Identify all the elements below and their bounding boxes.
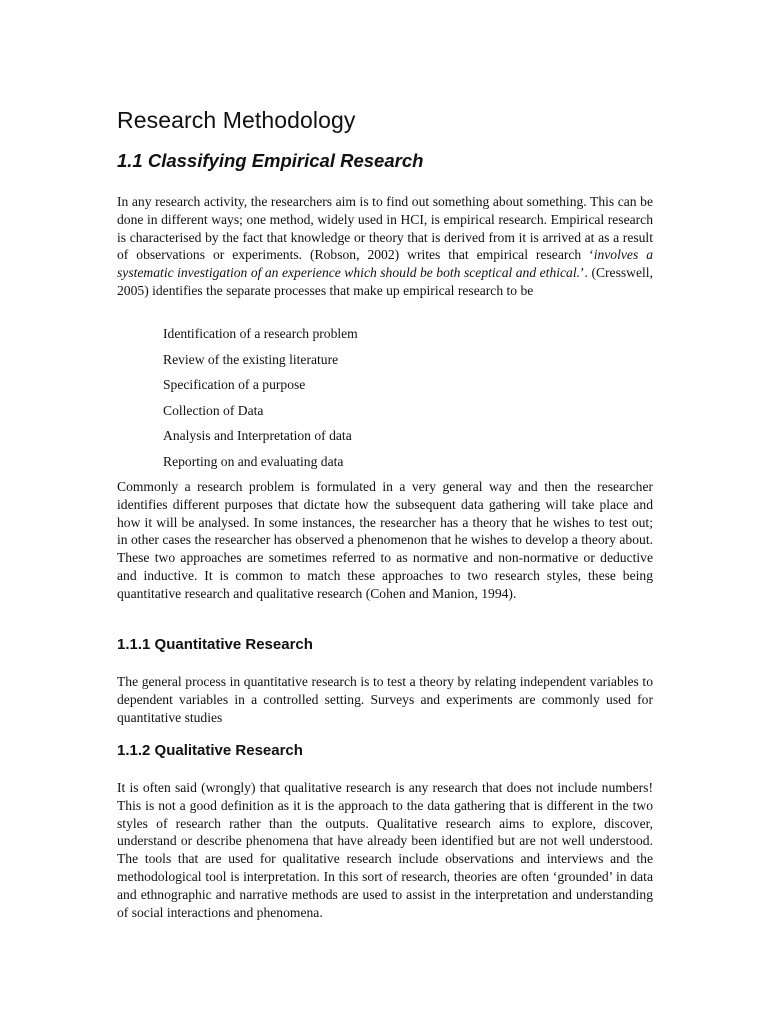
list-item: Reporting on and evaluating data [163, 453, 344, 469]
process-list [163, 325, 358, 479]
robson-quote: involves a systematic investigation of an experience which should be both sceptical and ethical. [117, 247, 653, 281]
list-item: Identification of a research problem [163, 326, 358, 341]
list-item: Analysis and Interpretation of data [163, 428, 352, 444]
list-item: Specification of a purpose [163, 377, 306, 393]
list-item: Review of the existing literature [163, 351, 339, 367]
approaches-paragraph: Commonly a research problem is formulated in a very general way and then the researcher identifies different purposes that dictate how the subsequent data gathering will take place and how it will be analysed. In some instances, the researcher has a theory that he wishes to test out; in other cases the researcher has observed a phenomenon that he wishes to develop a theory about. These two approaches are sometimes referred to as normative and non-normative or deductive and inductive. It is common to match these approaches to two research styles, these being quantitative research and qualitative research (Cohen and Manion, 1994). [117, 479, 653, 601]
qualitative-heading: 1.1.2 Qualitative Research [117, 742, 303, 759]
intro-text-part1: In any research activity, the researchers aim is to find out something about something. This can be done in different ways; one method, widely used in HCI, is empirical research. Empirical research is characterised by the fact that knowledge or theory that is derived from it is arrived at as a result of observations or experiments. (Robson, 2002) writes that empirical research ‘ [117, 194, 653, 263]
quantitative-heading: 1.1.1 Quantitative Research [117, 636, 313, 653]
list-item: Collection of Data [163, 402, 264, 418]
quantitative-paragraph: The general process in quantitative research is to test a theory by relating independent variables to dependent variables in a controlled setting. Surveys and experiments are commonly used for quantitative studies [117, 674, 653, 725]
qualitative-paragraph: It is often said (wrongly) that qualitative research is any research that does not include numbers! This is not a good definition as it is the approach to the data gathering that is different in the two styles of research rather than the outputs. Qualitative research aims to explore, discover, understand or describe phenomena that have already been identified but are not well understood. The tools that are used for qualitative research include observations and interviews and the methodological tool is interpretation. In this sort of research, theories are often ‘grounded’ in data and ethnographic and narrative methods are used to assist in the interpretation and understanding of social interactions and phenomena. [117, 780, 653, 920]
intro-text-part2: ’. (Cresswell, 2005) identifies the separate processes that make up empirical research to be [117, 265, 653, 298]
section-heading: 1.1 Classifying Empirical Research [117, 150, 424, 171]
document-title: Research Methodology [117, 107, 356, 133]
intro-paragraph [117, 193, 653, 300]
